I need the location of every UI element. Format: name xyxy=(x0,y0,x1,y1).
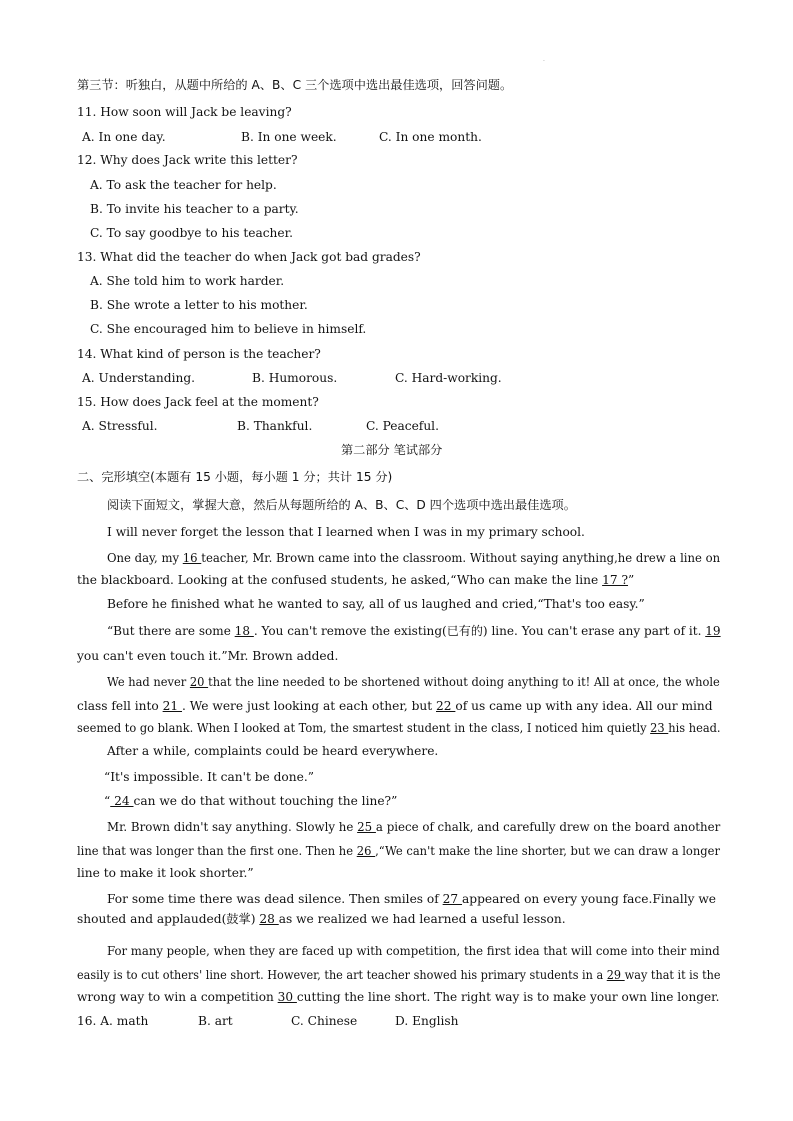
question-16-option-c: C. Chinese xyxy=(291,1014,358,1028)
question-13-option-a: A. She told him to work harder. xyxy=(90,274,285,288)
blank-23: 23 xyxy=(650,721,669,735)
passage-paragraph-2-line-2: the blackboard. Looking at the confused students, he asked,“Who can make the line 17 ?” xyxy=(77,573,635,587)
question-11-option-c: C. In one month. xyxy=(379,130,482,144)
question-14-stem: 14. What kind of person is the teacher? xyxy=(77,347,321,361)
blank-27: 27 xyxy=(442,892,463,906)
cloze-instruction: 阅读下面短文，掌握大意，然后从每题所给的 A、B、C、D 四个选项中选出最佳选项。 xyxy=(107,498,576,512)
passage-paragraph-9-line-3: line to make it look shorter.” xyxy=(77,866,254,880)
listening-section-header: 第三节：听独白，从题中所给的 A、B、C 三个选项中选出最佳选项，回答问题。 xyxy=(77,78,513,92)
question-15-option-c: C. Peaceful. xyxy=(366,419,439,433)
blank-26: 26 xyxy=(356,844,376,858)
question-15-option-a: A. Stressful. xyxy=(82,419,158,433)
question-11-stem: 11. How soon will Jack be leaving? xyxy=(77,105,292,119)
question-13-stem: 13. What did the teacher do when Jack got bad grades? xyxy=(77,250,421,264)
passage-paragraph-10-line-2: shouted and applauded(鼓掌) 28 as we realized we had learned a useful lesson. xyxy=(77,912,566,926)
question-15-option-b: B. Thankful. xyxy=(237,419,313,433)
question-14-option-c: C. Hard-working. xyxy=(395,371,502,385)
question-13-option-b: B. She wrote a letter to his mother. xyxy=(90,298,308,312)
question-12-option-b: B. To invite his teacher to a party. xyxy=(90,202,299,216)
question-11-option-b: B. In one week. xyxy=(241,130,337,144)
passage-paragraph-11-line-2: easily is to cut others' line short. However, the art teacher showed his primary students in a 29 way that it is the xyxy=(77,968,721,982)
blank-29: 29 xyxy=(606,968,625,982)
passage-paragraph-3: Before he finished what he wanted to say, all of us laughed and cried,“That's too easy.” xyxy=(107,597,645,611)
question-16-option-d: D. English xyxy=(395,1014,459,1028)
question-12-option-a: A. To ask the teacher for help. xyxy=(90,178,277,192)
question-16-option-a: 16. A. math xyxy=(77,1014,149,1028)
passage-paragraph-8: “ 24 can we do that without touching the line?” xyxy=(104,794,398,808)
blank-17: 17 ? xyxy=(602,573,629,587)
question-12-option-c: C. To say goodbye to his teacher. xyxy=(90,226,293,240)
question-12-stem: 12. Why does Jack write this letter? xyxy=(77,153,298,167)
blank-18: 18 xyxy=(234,624,254,638)
blank-21: 21 xyxy=(162,699,183,713)
passage-paragraph-4-line-2: you can't even touch it.”Mr. Brown added. xyxy=(77,649,339,663)
written-part-title: 第二部分 笔试部分 xyxy=(341,443,443,457)
passage-paragraph-11-line-3: wrong way to win a competition 30 cutting the line short. The right way is to make your own line longer. xyxy=(77,990,720,1004)
passage-paragraph-11-line-1: For many people, when they are faced up with competition, the first idea that will come into their mind xyxy=(107,944,720,958)
blank-20: 20 xyxy=(189,675,209,689)
passage-paragraph-9-line-2: line that was longer than the first one. Then he 26 ,“We can't make the line shorter, but we can draw a longer xyxy=(77,844,721,858)
corner-mark: . xyxy=(543,56,545,63)
passage-paragraph-10-line-1: For some time there was dead silence. Then smiles of 27 appeared on every young face.Finally we xyxy=(107,892,717,906)
question-11-option-a: A. In one day. xyxy=(82,130,166,144)
passage-paragraph-9-line-1: Mr. Brown didn't say anything. Slowly he 25 a piece of chalk, and carefully drew on the board another xyxy=(107,820,721,834)
cloze-section-header: 二、完形填空(本题有 15 小题，每小题 1 分；共计 15 分) xyxy=(77,470,393,484)
passage-paragraph-5-line-1: We had never 20 that the line needed to be shortened without doing anything to it! All at once, the whole xyxy=(107,675,720,689)
blank-25: 25 xyxy=(357,820,376,834)
question-13-option-c: C. She encouraged him to believe in himself. xyxy=(90,322,367,336)
blank-19: 19 xyxy=(705,624,721,638)
question-14-option-b: B. Humorous. xyxy=(252,371,338,385)
question-16-option-b: B. art xyxy=(198,1014,233,1028)
passage-paragraph-7: “It's impossible. It can't be done.” xyxy=(104,770,314,784)
question-15-stem: 15. How does Jack feel at the moment? xyxy=(77,395,319,409)
passage-paragraph-5-line-3: seemed to go blank. When I looked at Tom, the smartest student in the class, I noticed him quietly 23 his head. xyxy=(77,721,721,735)
blank-30: 30 xyxy=(277,990,297,1004)
passage-paragraph-6: After a while, complaints could be heard everywhere. xyxy=(107,744,439,758)
passage-paragraph-4-line-1: “But there are some 18 . You can't remove the existing(已有的) line. You can't erase any part of it. 19 xyxy=(107,624,721,638)
blank-22: 22 xyxy=(436,699,456,713)
blank-16: 16 xyxy=(182,551,202,565)
passage-paragraph-2-line-1: One day, my 16 teacher, Mr. Brown came into the classroom. Without saying anything,he drew a line on xyxy=(107,551,721,565)
blank-24: 24 xyxy=(110,794,134,808)
passage-paragraph-5-line-2: class fell into 21 . We were just looking at each other, but 22 of us came up with any idea. All our mind xyxy=(77,699,713,713)
passage-paragraph-1: I will never forget the lesson that I learned when I was in my primary school. xyxy=(107,525,585,539)
question-14-option-a: A. Understanding. xyxy=(82,371,196,385)
blank-28: 28 xyxy=(259,912,279,926)
